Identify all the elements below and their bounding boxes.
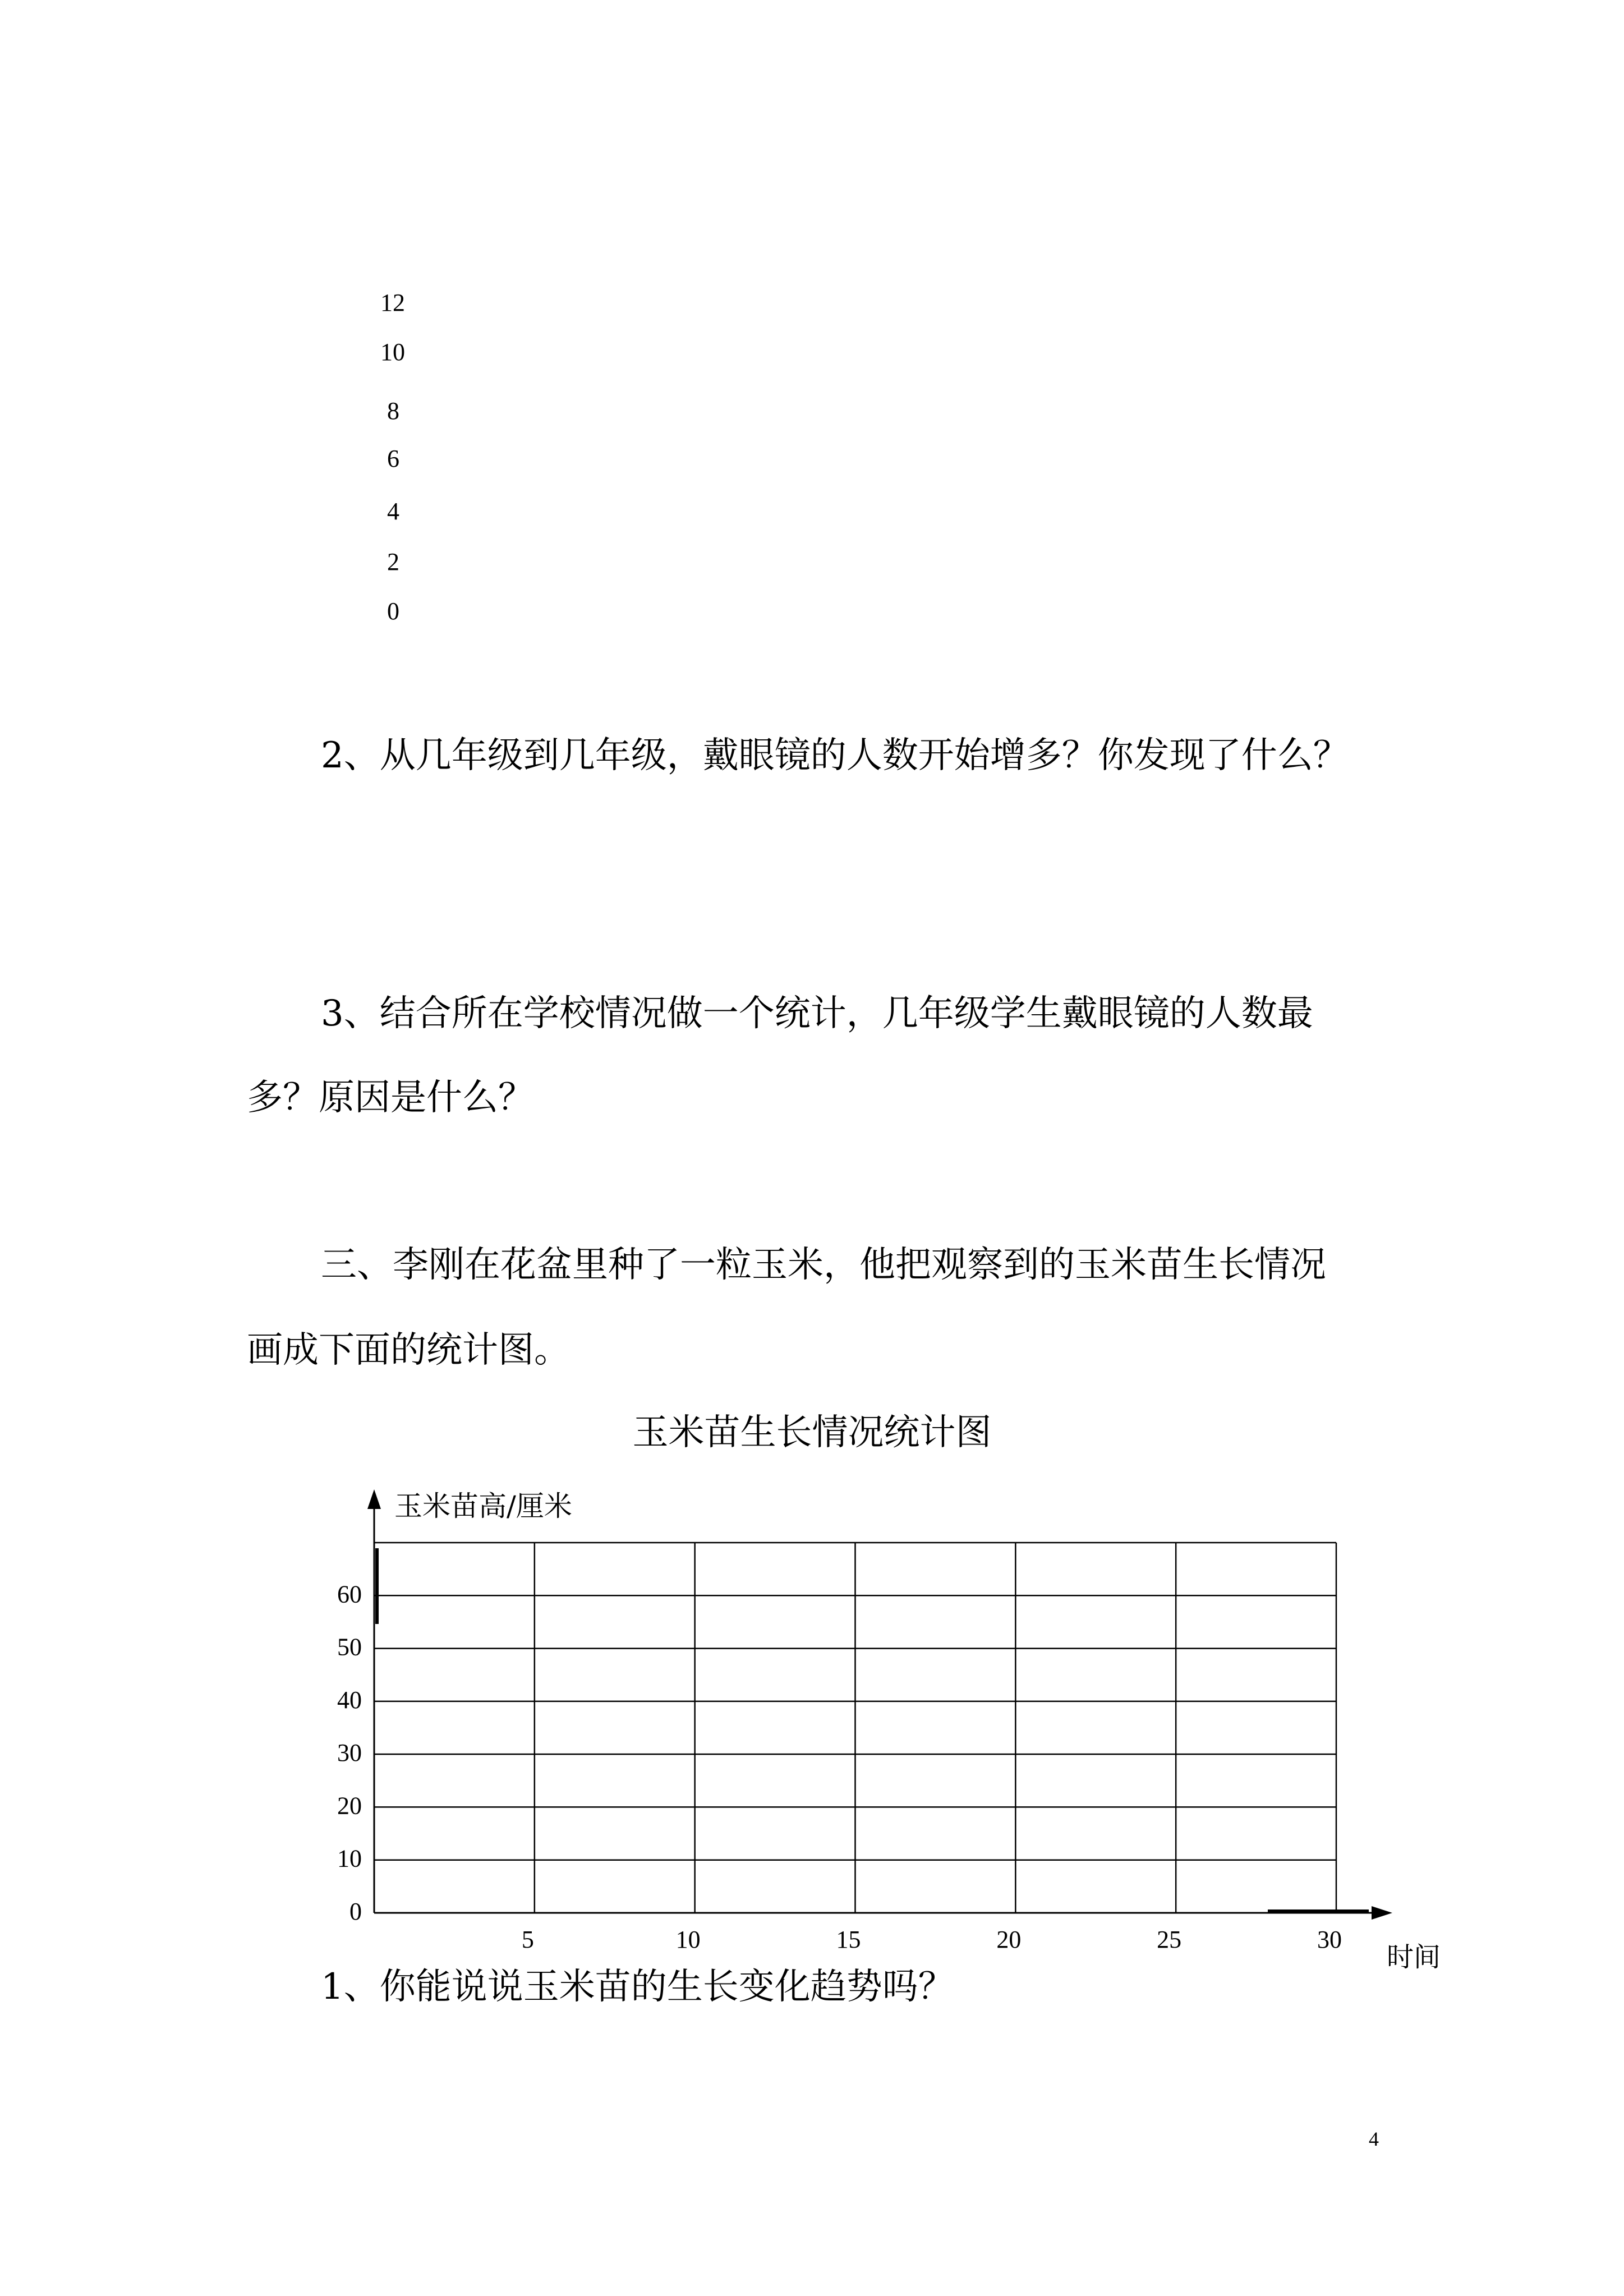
y-tick-label: 40 <box>337 1686 362 1714</box>
x-tick-label: 25 <box>1157 1926 1182 1953</box>
top-y-tick: 4 <box>387 498 399 525</box>
question-2: 2、从几年级到几年级，戴眼镜的人数开始增多？你发现了什么？ <box>321 735 1349 776</box>
section-3-line-1: 三、李刚在花盆里种了一粒玉米，他把观察到的玉米苗生长情况 <box>321 1244 1326 1286</box>
y-tick-label: 20 <box>337 1792 362 1820</box>
section-3-line-2: 画成下面的统计图。 <box>247 1329 570 1371</box>
y-tick-label: 10 <box>337 1844 362 1872</box>
x-axis-arrow <box>1372 1906 1392 1920</box>
x-tick-label: 15 <box>836 1926 861 1953</box>
x-tick-label: 5 <box>521 1926 534 1953</box>
top-y-tick: 12 <box>380 289 405 316</box>
question-3-line-2: 多？原因是什么？ <box>247 1077 534 1119</box>
y-tick-label: 50 <box>337 1633 362 1661</box>
top-y-tick: 0 <box>387 597 399 625</box>
top-y-tick: 6 <box>387 445 399 472</box>
top-y-tick: 8 <box>387 397 399 425</box>
x-tick-label: 30 <box>1317 1926 1342 1953</box>
x-tick-label: 10 <box>675 1926 701 1953</box>
x-axis-title: 时间 <box>1387 1941 1441 1973</box>
y-axis-title: 玉米苗高/厘米 <box>394 1490 572 1522</box>
question-3-line-1: 3、结合所在学校情况做一个统计，几年级学生戴眼镜的人数最 <box>321 993 1313 1034</box>
page-number: 4 <box>1369 2128 1379 2150</box>
y-tick-label: 30 <box>337 1739 362 1767</box>
chart-title: 玉米苗生长情况统计图 <box>632 1412 992 1453</box>
y-tick-label: 60 <box>337 1580 362 1608</box>
section-3-question-1: 1、你能说说玉米苗的生长变化趋势吗？ <box>321 1966 954 2008</box>
y-axis-arrow <box>367 1489 381 1509</box>
top-y-tick: 10 <box>380 338 405 366</box>
y-tick-label: 0 <box>349 1898 362 1925</box>
top-y-tick: 2 <box>387 548 399 576</box>
x-tick-label: 20 <box>996 1926 1022 1953</box>
